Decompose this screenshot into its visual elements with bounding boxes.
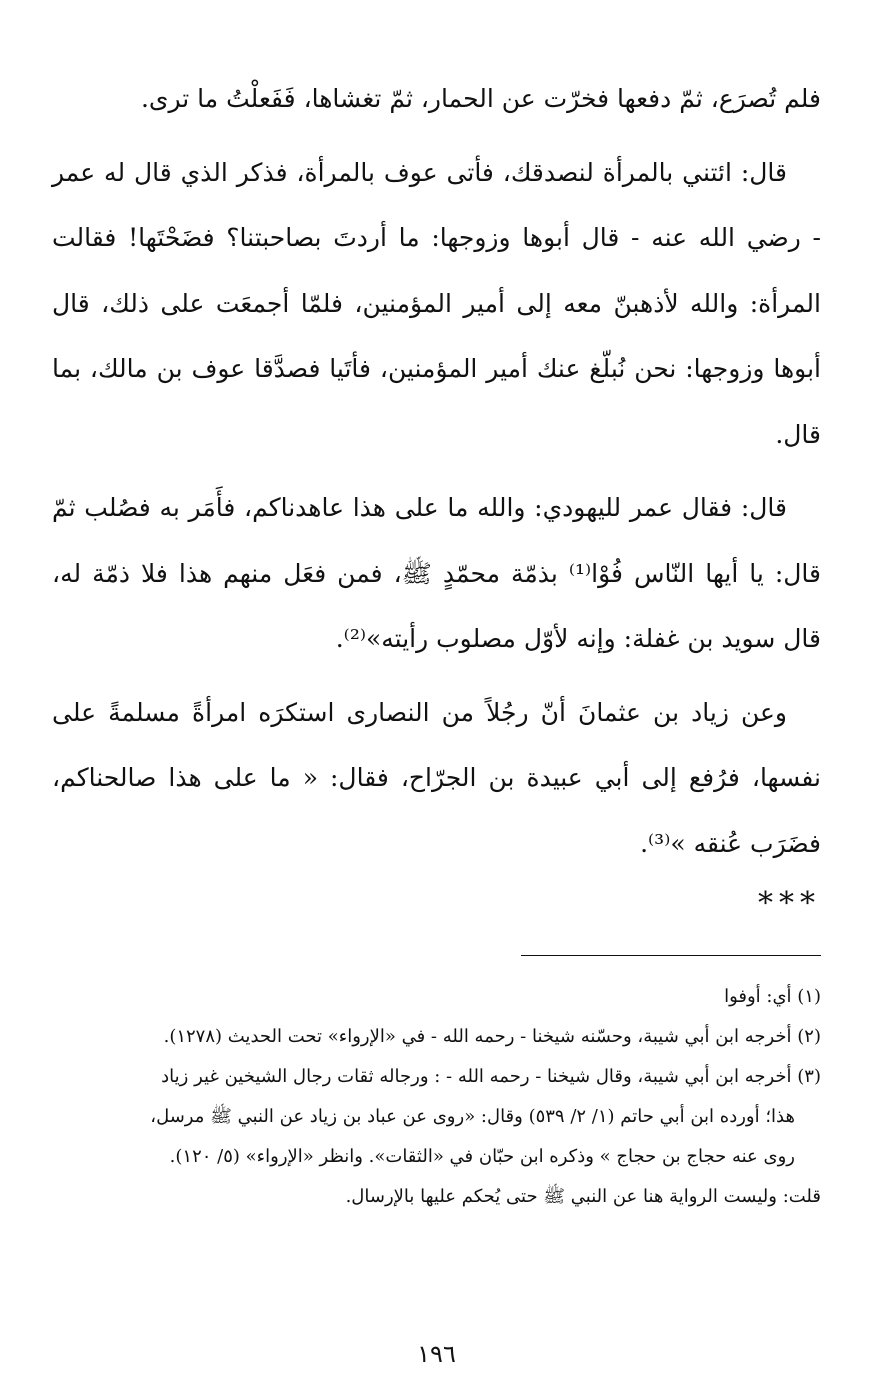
- paragraph-1: فلم تُصرَع، ثمّ دفعها فخرّت عن الحمار، ثمّ تغشاها، فَفَعلْتُ ما ترى.: [140, 84, 821, 113]
- main-text: [52, 66, 821, 924]
- paragraph-2: قال: ائتني بالمرأة لنصدقك، فأتى عوف بالمرأة، فذكر الذي قال له عمر - رضي الله عنه - قال أبوها وزوجها: ما أردتَ بصاحبتنا؟ فضَحْتَها! فقالت المرأة: والله لأذهبنّ معه إلى أمير المؤمنين، فلمّا أجمعَت على ذلك، قال أبوها وزوجها: نحن نُبلّغ عنك أمير المؤمنين، فأتَيا فصدَّقا عوف بن مالك، بما قال.: [52, 157, 821, 449]
- footnote-2: (٢) أخرجه ابن أبي شيبة، وحسّنه شيخنا - رحمه الله - في «الإرواء» تحت الحديث (١٢٧٨).: [163, 1026, 821, 1047]
- footnote-divider: [521, 955, 821, 956]
- paragraph-3: قال: فقال عمر لليهودي: والله ما على هذا عاهدناكم، فأَمَر به فصُلب ثمّ قال: يا أيها النّاس فُوْا⁽¹⁾ بذمّة محمّدٍ ﷺ، فمن فعَل منهم هذا فلا ذمّة له، قال سويد بن غفلة: وإنه لأوّل مصلوب رأيته»⁽²⁾.: [52, 493, 821, 653]
- section-separator: ***: [758, 886, 821, 921]
- page-number: ١٩٦: [417, 1340, 456, 1368]
- footnote-3-line-3: روى عنه حجاج بن حجاج » وذكره ابن حبّان في «الثقات». وانظر «الإرواء» (٥/ ١٢٠).: [169, 1146, 795, 1167]
- paragraph-4: وعن زياد بن عثمانَ أنّ رجُلاً من النصارى استكرَه امرأةً مسلمةً على نفسها، فرُفع إلى أبي عبيدة بن الجرّاح، فقال: « ما على هذا صالحناكم، فضَرَب عُنقه »⁽³⁾.: [52, 697, 821, 858]
- footnote-3-line-1: (٣) أخرجه ابن أبي شيبة، وقال شيخنا - رحمه الله - : ورجاله ثقات رجال الشيخين غير زياد: [161, 1066, 821, 1087]
- footnotes: [52, 978, 821, 1218]
- footnote-1: (١) أي: أوفوا: [724, 986, 821, 1007]
- footnote-3-line-4: قلت: وليست الرواية هنا عن النبي ﷺ حتى يُحكم عليها بالإرسال.: [345, 1186, 821, 1207]
- footnote-3-line-2: هذا؛ أورده ابن أبي حاتم (١/ ٢/ ٥٣٩) وقال: «روى عن عباد بن زياد عن النبي ﷺ مرسل،: [150, 1106, 795, 1127]
